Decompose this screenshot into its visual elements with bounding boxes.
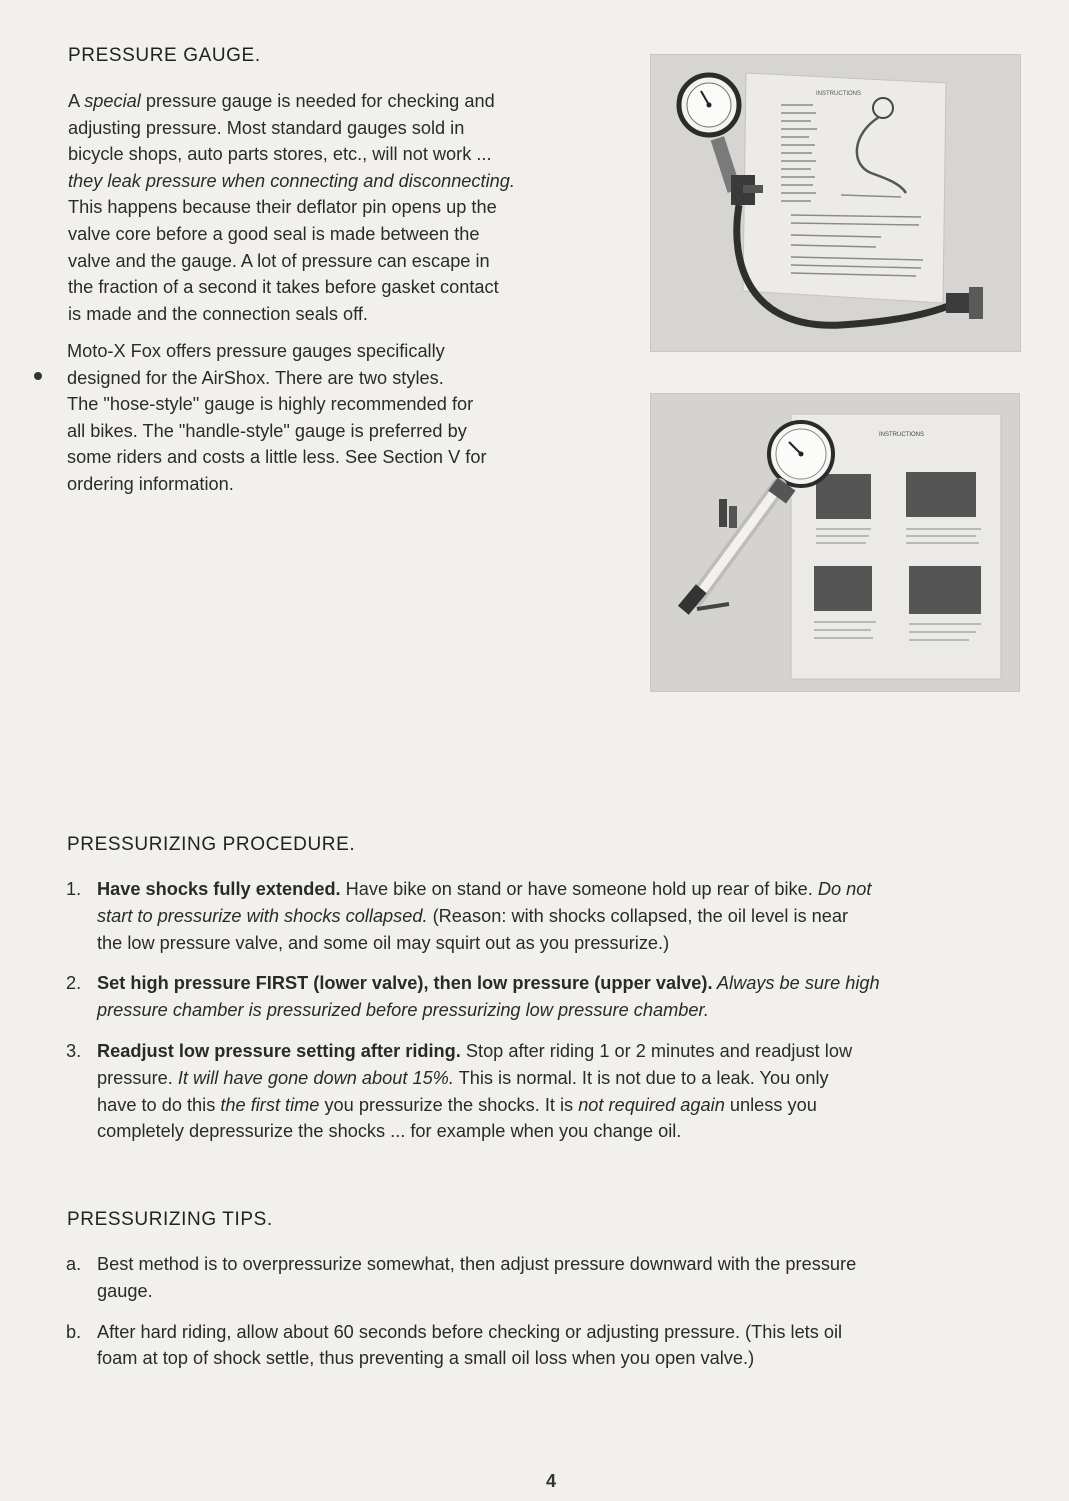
emphasis: start to pressurize with shocks collapsed. — [97, 905, 428, 926]
sheet-title: INSTRUCTIONS — [816, 91, 861, 97]
photo-hose-style-gauge — [650, 54, 1021, 352]
text: (Reason: with shocks collapsed, the oil level is near — [427, 905, 849, 926]
emphasis: Always be sure high — [712, 973, 880, 994]
step-title: Set high pressure FIRST (lower valve), then low pressure (upper valve). — [97, 973, 713, 994]
text-line: After hard riding, allow about 60 seconds before checking or adjusting pressure. (This lets oil — [97, 1321, 843, 1342]
text-line: is made and the connection seals off. — [68, 303, 368, 324]
page-number: 4 — [546, 1471, 557, 1491]
text-line: completely depressurize the shocks ... for example when you change oil. — [97, 1121, 682, 1142]
emphasis: Do not — [817, 879, 872, 899]
text-line: This happens because their deflator pin opens up the — [68, 197, 497, 218]
hose-gauge-illustration — [651, 55, 1020, 351]
emphasis: It will have gone down about 15%. — [177, 1067, 454, 1088]
section-heading-pressure-gauge: PRESSURE GAUGE. — [68, 45, 261, 66]
text-line: some riders and costs a little less. See Section V for — [67, 447, 487, 468]
procedure-list — [66, 876, 1026, 1159]
text: have to do this — [97, 1094, 221, 1115]
emphasis: the first time — [220, 1094, 320, 1115]
text-line: designed for the AirShox. There are two styles. — [67, 367, 444, 388]
step-number: 3. — [66, 1040, 82, 1061]
text-line: The "hose-style" gauge is highly recommended for — [67, 394, 474, 415]
text: A — [68, 91, 85, 111]
text-line: bicycle shops, auto parts stores, etc., will not work ... — [68, 144, 492, 165]
sheet-title: INSTRUCTIONS — [879, 432, 924, 438]
text-line: the low pressure valve, and some oil may squirt out as you pressurize.) — [97, 932, 670, 953]
text-line: Moto-X Fox offers pressure gauges specifically — [67, 341, 445, 361]
text: pressure. — [97, 1067, 178, 1088]
step-title: Readjust low pressure setting after riding. — [97, 1040, 461, 1061]
text-line: valve core before a good seal is made between the — [68, 223, 480, 244]
text-line: adjusting pressure. Most standard gauges sold in — [68, 117, 465, 138]
procedure-step-2 — [66, 970, 1026, 1024]
intro-paragraph-styles — [67, 338, 627, 498]
text: This is normal. It is not due to a leak. You only — [453, 1067, 829, 1088]
margin-dot — [34, 372, 42, 380]
step-number: 2. — [66, 973, 82, 994]
emphasis: pressure chamber is pressurized before pressurizing low pressure chamber. — [97, 1000, 709, 1021]
text: Stop after riding 1 or 2 minutes and readjust low — [460, 1040, 853, 1061]
text-line: foam at top of shock settle, thus preventing a small oil loss when you open valve.) — [97, 1348, 755, 1369]
procedure-step-3 — [66, 1038, 1026, 1145]
handle-gauge-illustration — [651, 394, 1019, 691]
procedure-step-1 — [66, 876, 1026, 956]
tip-marker: b. — [66, 1321, 82, 1342]
text-line: valve and the gauge. A lot of pressure can escape in — [68, 250, 490, 271]
intro-paragraph-gauge — [68, 88, 628, 327]
text: pressure gauge is needed for checking and — [140, 91, 495, 111]
step-number: 1. — [66, 879, 82, 899]
text: you pressurize the shocks. It is — [319, 1094, 579, 1115]
text-line: gauge. — [97, 1280, 153, 1301]
text-line: Best method is to overpressurize somewhat, then adjust pressure downward with the pressure — [97, 1254, 857, 1274]
tips-list — [66, 1251, 1026, 1386]
step-title: Have shocks fully extended. — [97, 879, 341, 899]
photo-handle-style-gauge — [650, 393, 1020, 692]
section-heading-pressurizing-tips: PRESSURIZING TIPS. — [67, 1209, 273, 1230]
tip-b — [66, 1319, 1026, 1373]
text: Have bike on stand or have someone hold up rear of bike. — [340, 879, 818, 899]
emphasis: not required again — [578, 1094, 725, 1115]
emphasis: special — [84, 91, 141, 111]
text: unless you — [724, 1094, 817, 1115]
section-heading-pressurizing-procedure: PRESSURIZING PROCEDURE. — [67, 834, 356, 855]
tip-a — [66, 1251, 1026, 1305]
text-line: all bikes. The "handle-style" gauge is preferred by — [67, 420, 467, 441]
emphasis: they leak pressure when connecting and disconnecting. — [68, 170, 515, 191]
text-line: ordering information. — [67, 473, 234, 494]
text-line: the fraction of a second it takes before gasket contact — [68, 277, 499, 298]
tip-marker: a. — [66, 1254, 82, 1274]
